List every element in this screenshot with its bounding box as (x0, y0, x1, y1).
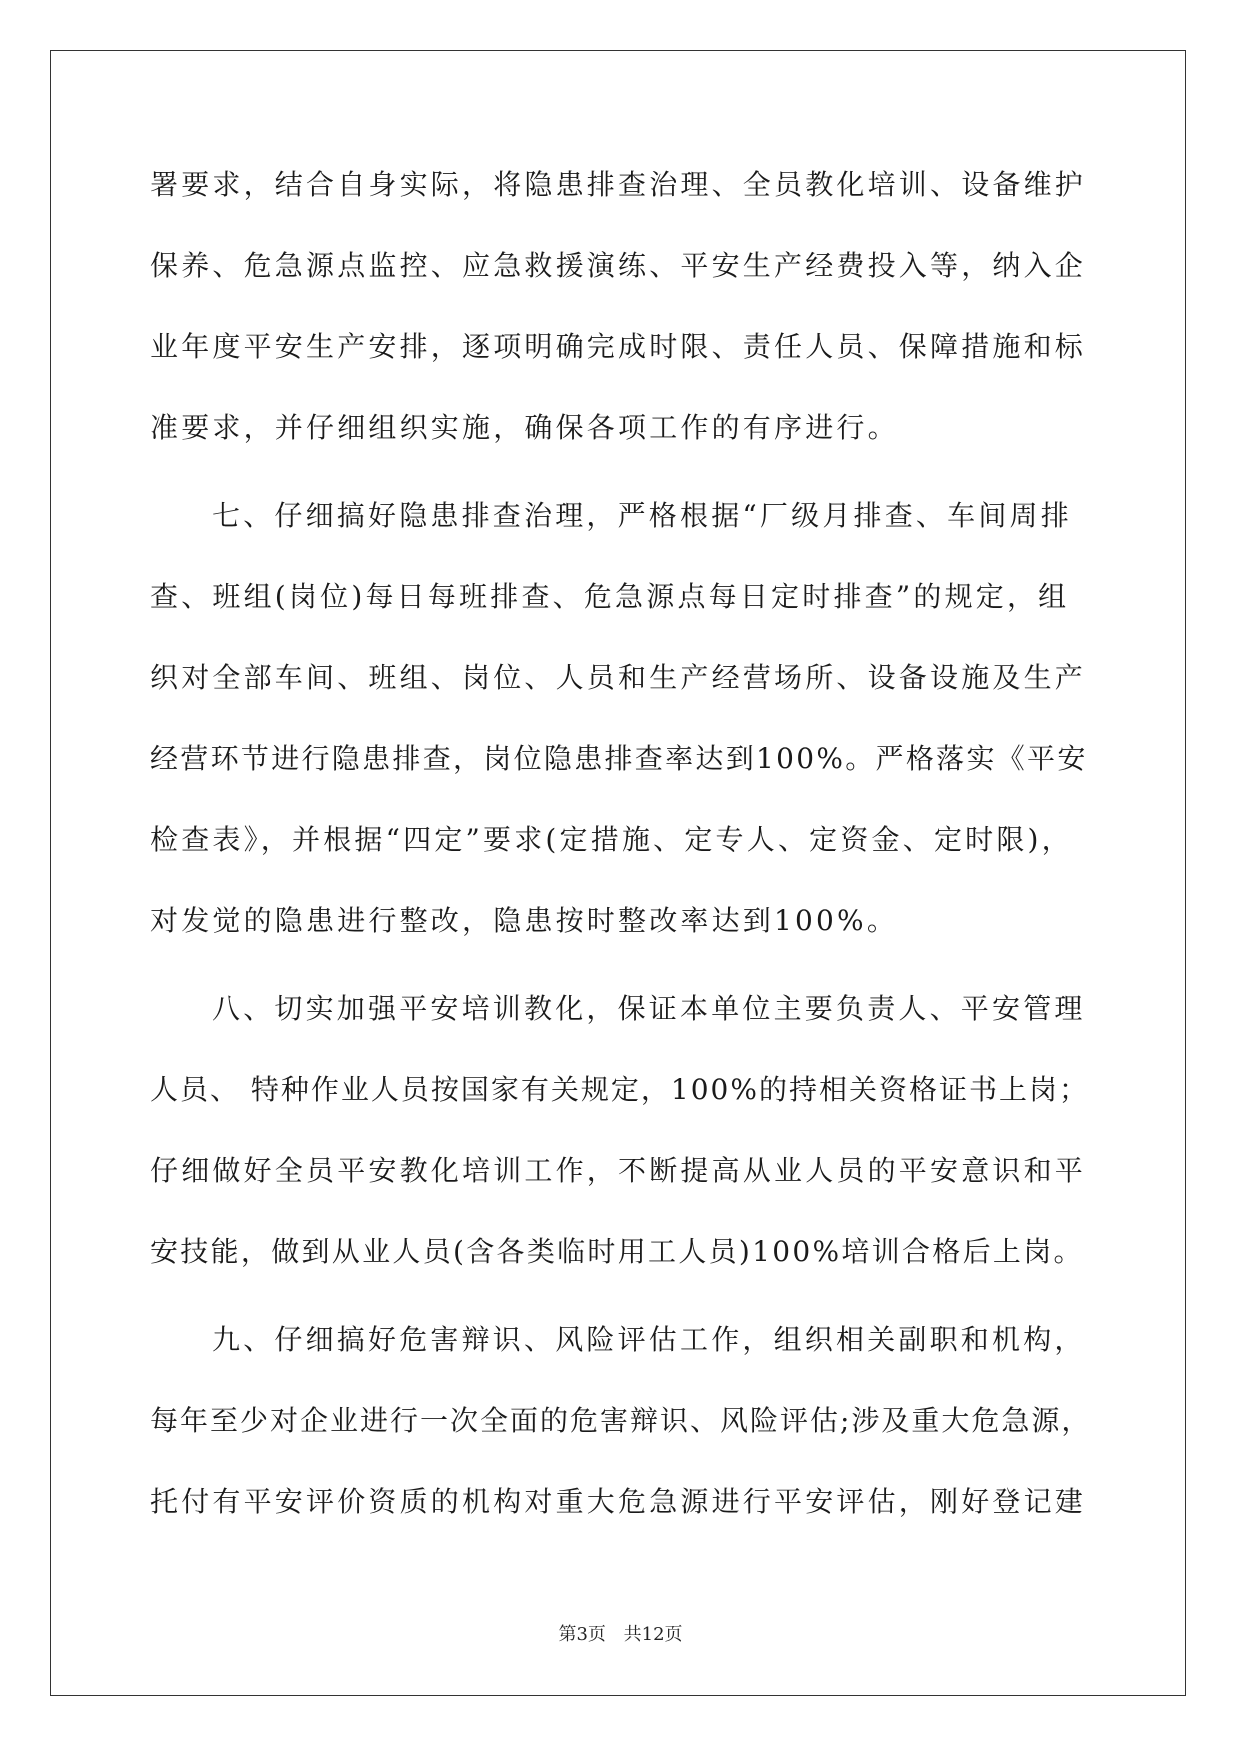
text-line: 署要求，结合自身实际，将隐患排查治理、全员教化培训、设备维护 (150, 168, 1087, 201)
text-line: 仔细做好全员平安教化培训工作，不断提高从业人员的平安意识和平 (150, 1154, 1087, 1187)
paragraph-7-start: 七、仔细搞好隐患排查治理，严格根据“厂级月排查、车间周排 (212, 499, 1072, 532)
text-line: 安技能，做到从业人员(含各类临时用工人员)100%培训合格后上岗。 (150, 1235, 1084, 1268)
page-footer (0, 1620, 1241, 1646)
text-line: 查、班组(岗位)每日每班排查、危急源点每日定时排查”的规定，组 (150, 580, 1070, 613)
text-line: 织对全部车间、班组、岗位、人员和生产经营场所、设备设施及生产 (150, 661, 1087, 694)
text-line: 检查表》，并根据“四定”要求(定措施、定专人、定资金、定时限)， (150, 823, 1073, 856)
text-line: 经营环节进行隐患排查，岗位隐患排查率达到100%。严格落实《平安 (150, 742, 1088, 775)
text-line: 对发觉的隐患进行整改，隐患按时整改率达到100%。 (150, 904, 899, 937)
text-line: 业年度平安生产安排，逐项明确完成时限、责任人员、保障措施和标 (150, 330, 1087, 363)
paragraph-9-start: 九、仔细搞好危害辩识、风险评估工作，组织相关副职和机构， (212, 1323, 1086, 1356)
page-number: 第3页 (558, 1624, 606, 1645)
paragraph-8-start: 八、切实加强平安培训教化，保证本单位主要负责人、平安管理 (212, 992, 1086, 1025)
document-body (150, 160, 1090, 1558)
page-total: 共12页 (623, 1624, 683, 1645)
text-line: 托付有平安评价资质的机构对重大危急源进行平安评估，刚好登记建 (150, 1485, 1087, 1518)
text-line: 人员、 特种作业人员按国家有关规定，100%的持相关资格证书上岗； (150, 1073, 1089, 1106)
text-line: 准要求，并仔细组织实施，确保各项工作的有序进行。 (150, 411, 899, 444)
text-line: 保养、危急源点监控、应急救援演练、平安生产经费投入等，纳入企 (150, 249, 1087, 282)
text-line: 每年至少对企业进行一次全面的危害辩识、风险评估;涉及重大危急源， (150, 1404, 1092, 1437)
